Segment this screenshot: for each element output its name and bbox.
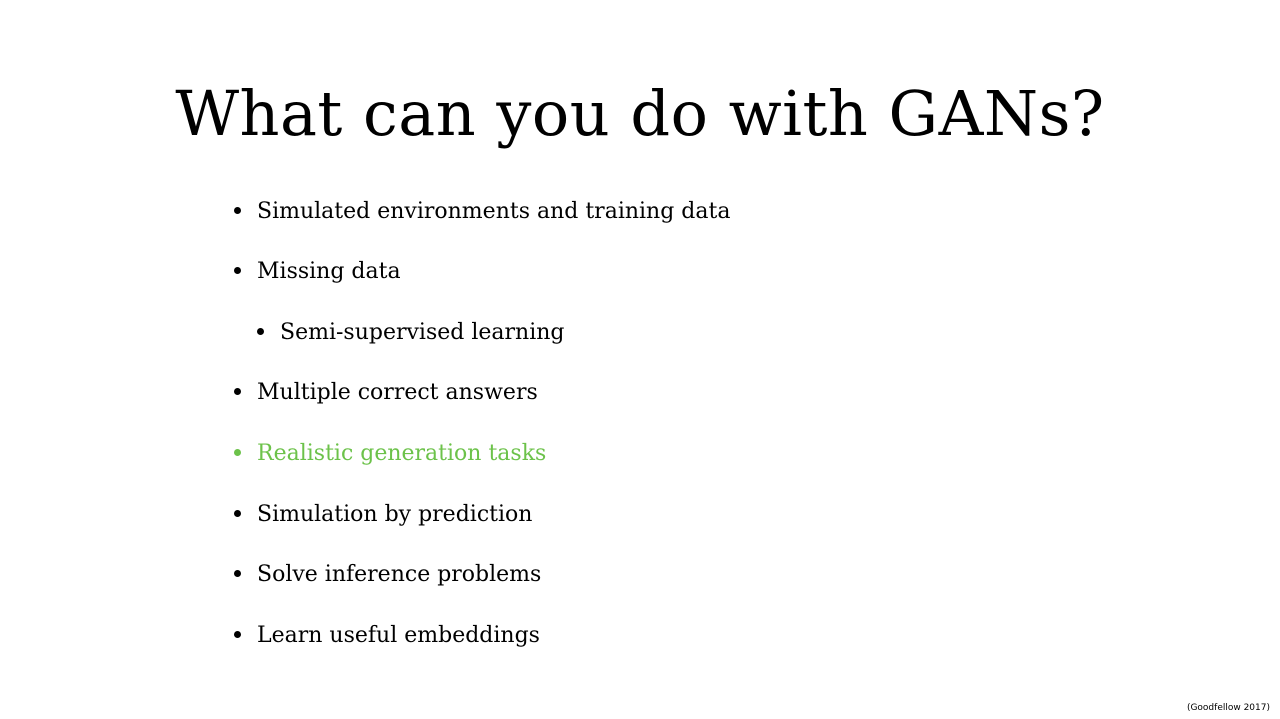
bullet-item [234,622,540,650]
bullet-text: Solve inference problems [257,562,542,587]
bullet-text: Missing data [257,259,401,284]
sub-bullet-item [257,319,565,347]
bullet-item [234,379,538,407]
bullet-dot-icon [234,207,241,214]
bullet-dot-icon [234,449,241,456]
bullet-text: Simulated environments and training data [257,199,731,224]
slide-title: What can you do with GANs? [175,77,1105,150]
bullet-text: Realistic generation tasks [257,441,547,466]
bullet-text: Simulation by prediction [257,502,533,527]
bullet-dot-icon [257,328,264,335]
bullet-text: Learn useful embeddings [257,623,540,648]
citation: (Goodfellow 2017) [1186,703,1270,713]
bullet-item [234,258,401,286]
bullet-dot-icon [234,510,241,517]
bullet-dot-icon [234,570,241,577]
bullet-dot-icon [234,267,241,274]
bullet-dot-icon [234,631,241,638]
bullet-dot-icon [234,388,241,395]
bullet-text: Multiple correct answers [257,380,538,405]
bullet-text: Semi-supervised learning [280,320,565,345]
bullet-item [234,501,532,529]
bullet-item [234,198,730,226]
bullet-item-highlighted [234,440,546,468]
bullet-item [234,561,541,589]
